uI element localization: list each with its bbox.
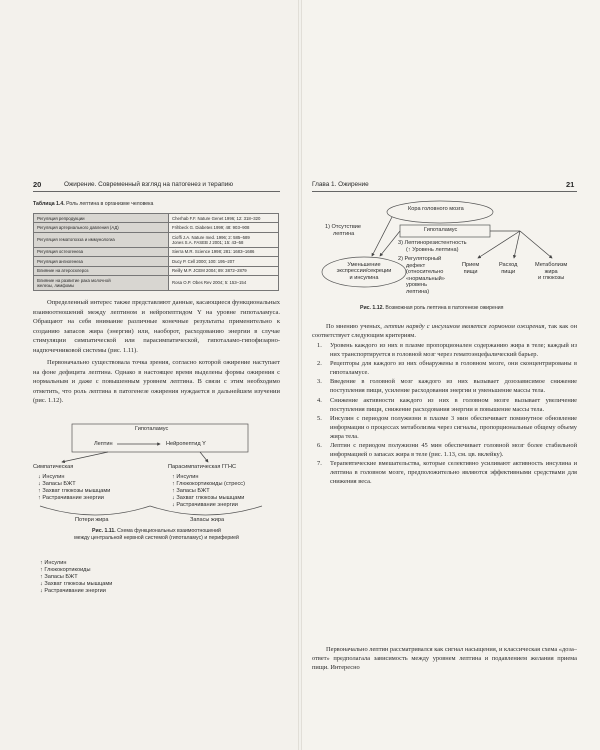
table-cell-role-line: железы, лимфомы xyxy=(37,282,75,288)
mechanism-line: 2) Регуляторный xyxy=(398,256,442,262)
to-food-intake-arrow xyxy=(478,231,520,258)
parasympathetic-title: Парасимпатическая ГГНС xyxy=(168,464,237,470)
table-cell-ref: Reilly M.P. JCEM 2004; 89: 3872–2879 xyxy=(169,266,279,275)
paragraph: Первоначально существовала точка зрения, согласно которой ожирение наступает на фоне дефицита лептина. Однако в настоящее время выделены формы ожирения с нормальным и даже с повышенным уровнем лептина. В связи с этим необходимо отметить, что роль лептина в патогенезе ожирения нуждается в дальнейшем изучении (рис. 1.12). xyxy=(33,359,280,404)
mechanism-line: (↑ Уровень лептина) xyxy=(406,247,459,253)
caption-label: Рис. 1.11. xyxy=(92,528,116,534)
list-item-text: Уровень каждого из них в плазме пропорционален содержанию жира в теле; каждый из них транспортируется в головной мозг через гематоэнцефалический барьер. xyxy=(330,342,577,359)
expression-line: Уменьшение xyxy=(347,262,381,268)
outcome-food-intake xyxy=(462,262,479,275)
table-caption-label: Таблица 1.4. xyxy=(33,201,65,207)
left-running-title: Ожирение. Современный взгляд на патогенез и терапию xyxy=(64,181,234,188)
right-running-title: Глава 1. Ожирение xyxy=(312,181,369,188)
mechanism-line: (относительно xyxy=(406,269,444,276)
list-number: 2. xyxy=(317,360,322,368)
outcome-line: пищи xyxy=(501,268,516,275)
list-item xyxy=(316,441,577,459)
cortex-label: Кора головного мозга xyxy=(408,206,464,212)
table-cell-ref-line: Cioffi J.A. Nature med. 1996; 2: 585–589 xyxy=(172,234,250,240)
mechanism-1 xyxy=(325,224,361,238)
hormone-criteria-list xyxy=(316,341,577,487)
table-cell-role: Регуляция репродукции xyxy=(34,214,169,223)
mechanism-line: лептина) xyxy=(406,288,430,295)
expression-line: и инсулина xyxy=(349,274,379,281)
outcome-metabolism xyxy=(535,262,567,282)
table-cell-ref: Ducy P. Cell 2000; 100: 195–207 xyxy=(169,257,279,266)
expression-label xyxy=(326,262,402,281)
intro-italic: лептин наряду с инсулином является гормоном ожирения, xyxy=(384,323,547,330)
list-number: 6. xyxy=(317,442,322,450)
mechanism-line: уровень xyxy=(406,282,427,289)
to-food-expenditure-arrow xyxy=(514,231,520,258)
effect-item: ↓ Инсулин xyxy=(38,474,65,480)
fat-storage-label: Запасы жира xyxy=(190,517,225,523)
effect-item: ↑ Захват глюкозы мышцами xyxy=(38,488,111,494)
list-item xyxy=(316,396,577,414)
effect-item: ↑ Глюкокортикоиды xyxy=(40,567,91,573)
caption-text: Возможная роль лептина в патогенезе ожирения xyxy=(385,305,504,311)
hypothalamus-label: Гипоталамус xyxy=(424,227,458,233)
list-item xyxy=(316,414,577,441)
closing-paragraph xyxy=(312,645,577,672)
table-cell-ref: Sierra M.R. Science 1998; 281: 1683–1686 xyxy=(169,247,279,256)
table-cell-role-line: Влияние на развитие рака молочной xyxy=(37,277,111,283)
list-number: 5. xyxy=(317,414,322,422)
list-item-text: Лептин с периодом полужизни 45 мин обеспечивает головной мозг более стабильной информацией о запасах жира в теле (рис. 1.13, см. цв. вклейку). xyxy=(330,442,577,459)
effect-item: ↑ Глюкокортикоиды (стресс) xyxy=(172,481,245,487)
table-cell-ref: Rosa O.P. Obes Rev 2004; 5: 153–154 xyxy=(169,275,279,290)
list-number: 3. xyxy=(317,378,322,386)
mechanism-line: 1) Отсутствие xyxy=(325,224,362,230)
outcome-line: Метаболизм xyxy=(535,262,568,268)
caption-line: между центральной нервной системой (гипоталамус) и периферией xyxy=(74,535,239,541)
cortex-to-expression-arrow xyxy=(372,217,392,256)
table-cell-role: Регуляция остеогенеза xyxy=(34,247,169,256)
npy-label: Нейропептид Y xyxy=(166,441,206,447)
list-item xyxy=(316,341,577,359)
fat-loss-label: Потери жира xyxy=(75,517,109,523)
list-item-text: Введение в головной мозг каждого из них вызывает дозозависимое снижение поступления пищи, усиление расходования энергии и уменьшение массы тела. xyxy=(330,378,577,395)
effect-item: ↑ Запасы БЖТ xyxy=(172,488,210,494)
table-cell-ref-line: Jones S.A. FASEB J 2001; 15: 43–58 xyxy=(172,239,244,245)
mechanism-line: «нормальный» xyxy=(406,275,445,282)
outcome-line: пищи xyxy=(463,268,478,275)
list-item xyxy=(316,459,577,486)
list-item-text: Инсулин с периодом полужизни в плазме 3 мин обеспечивает поминутное обновление информации о процессах метаболизма через сигналы, пропорциональные общему объему жира тела. xyxy=(330,414,577,440)
outcome-line: Прием xyxy=(462,262,480,268)
to-metabolism-arrow xyxy=(520,231,552,258)
left-page-number: 20 xyxy=(33,180,42,189)
outcome-food-expenditure xyxy=(499,262,517,275)
caption-label: Рис. 1.12. xyxy=(360,305,384,311)
list-item xyxy=(316,359,577,377)
table-cell-role: Регуляция гематопоэза и иммунологиа xyxy=(34,232,169,247)
table-cell-ref: Frihbeck G. Diabetes 1999; 48: 903–908 xyxy=(169,223,279,232)
effect-item: ↑ Растрачивание энергии xyxy=(38,495,104,501)
intro-tail: так как он соответствует следующим критериям. xyxy=(312,323,577,340)
list-number: 1. xyxy=(317,342,322,349)
list-item-text: Терапевтические вмешательства, которые селективно усиливают активность инсулина и лептина в головном мозге, предположительно являются эффективными средствами для снижения веса. xyxy=(330,460,577,486)
effect-item: ↓ Запасы БЖТ xyxy=(38,481,76,487)
paragraph: Первоначально лептин рассматривался как сигнал насыщения, и классическая схема «доза–ответ» предполагала зависимость между уровнем лептина и подавлением желания приема пищи. Интересно xyxy=(312,646,577,672)
table-cell-role: Влияние на атеросклероз xyxy=(34,266,169,275)
effect-item: ↑ Запасы БЖТ xyxy=(40,574,78,580)
table-cell-role: Регуляция артериального давления (АД) xyxy=(34,223,169,232)
mechanism-line: лептина xyxy=(333,231,355,237)
outcome-line: жира xyxy=(544,268,558,275)
hypothalamus-label: Гипоталамус xyxy=(135,426,169,432)
list-item-text: Снижение активности каждого из них в головном мозге вызывает увеличение поступления пищи, снижение расходования энергии и повышение массы тела. xyxy=(330,396,577,413)
effect-item: ↓ Захват глюкозы мышцами xyxy=(172,495,245,501)
intro-plain: По мнению ученых, xyxy=(326,323,384,330)
list-number: 7. xyxy=(317,460,322,468)
expression-line: экспрессии/секреции xyxy=(336,268,392,275)
mechanism-3 xyxy=(398,240,467,254)
effect-item: ↓ Растрачивание энергии xyxy=(40,588,106,594)
outcome-line: Расход xyxy=(499,262,518,268)
mechanism-line: 3) Лептинорезистентность xyxy=(398,240,467,246)
sympathetic-title: Симпатическая xyxy=(33,464,74,470)
effect-item: ↑ Инсулин xyxy=(40,560,67,566)
table-caption-text: Роль лептина в организме человека xyxy=(66,201,154,207)
table-cell-ref: Cherhab F.F. Nature Genet 1996; 12: 318–320 xyxy=(169,214,279,223)
leptin-label: Лептин xyxy=(94,441,113,447)
list-number: 4. xyxy=(317,396,322,404)
paragraph: Определенный интерес также представляют данные, касающиеся функциональных взаимоотношений между лептином и нейропептидом Y на уровне гипоталамуса. Обращают на себя внимание различные конечные результаты применительно к созданию запасов жира (энергии) или, наоборот, расходованию энергии в случае стимуляции симпатической или парасимпатической, гипоталамо-гипофизарно-надпочечниковой системы (рис. 1.11). xyxy=(33,299,280,354)
list-item-text: Рецепторы для каждого из них обнаружены в головном мозге, они сконцентрированы в гипоталамусе. xyxy=(330,360,577,377)
intro-paragraph xyxy=(312,322,577,340)
table-cell-role: Регуляция ангиогенеза xyxy=(34,257,169,266)
caption-text: Схема функциональных взаимоотношений xyxy=(117,528,221,534)
right-page-number: 21 xyxy=(566,180,575,189)
mechanism-line: дефект xyxy=(406,262,426,269)
effect-item: ↓ Захват глюкозы мышцами xyxy=(40,581,113,587)
list-item xyxy=(316,377,577,395)
figure-1-12-caption xyxy=(360,305,503,312)
effect-item: ↓ Растрачивание энергии xyxy=(172,502,238,508)
outcome-line: и глюкозы xyxy=(538,275,565,282)
paragraph xyxy=(312,322,577,340)
effect-item: ↑ Инсулин xyxy=(172,474,199,480)
mechanism-2 xyxy=(398,256,445,296)
